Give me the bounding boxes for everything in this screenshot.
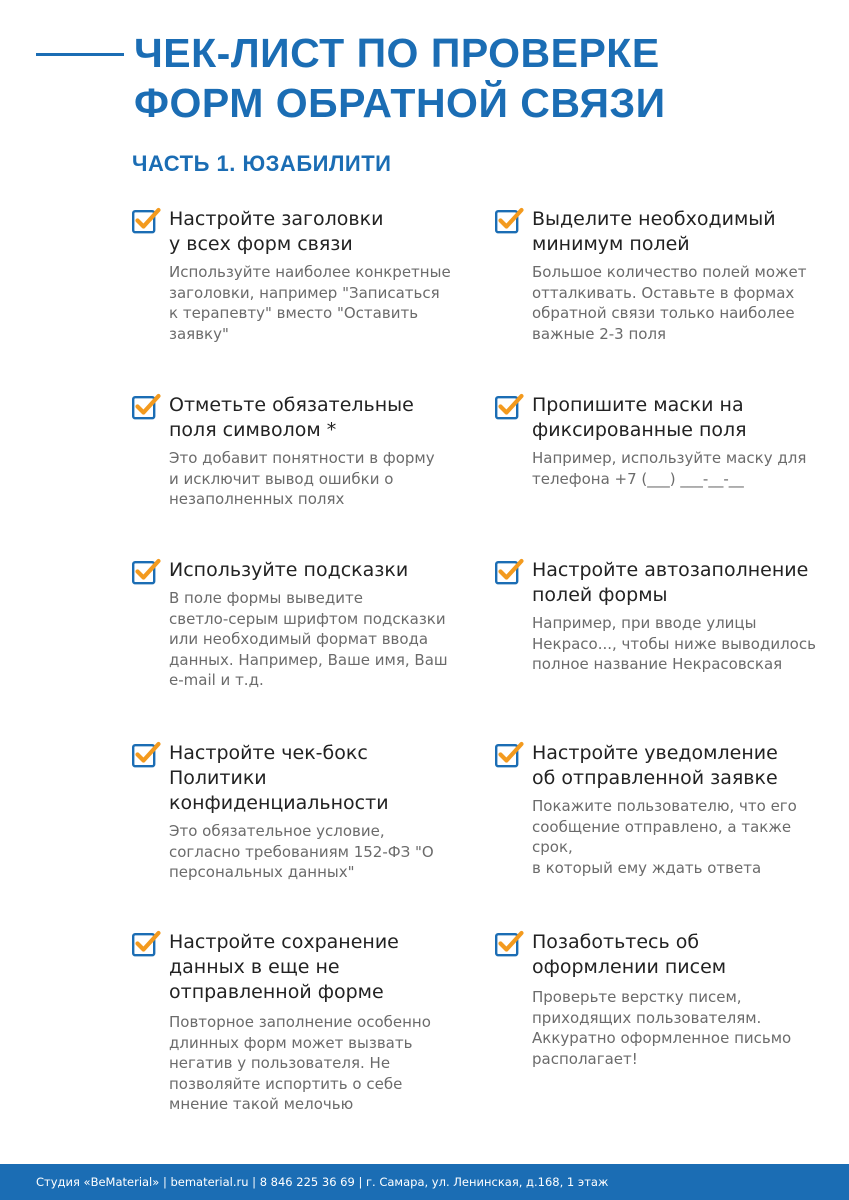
checked-checkbox-icon xyxy=(495,207,525,235)
item-description: Проверьте верстку писем, приходящих пользователям. Аккуратно оформленное письмо располагает! xyxy=(532,988,792,1068)
item-description: Например, при вводе улицы Некрасо..., чтобы ниже выводилось полное название Некрасовская xyxy=(532,614,816,674)
item-description: Это добавит понятности в форму и исключит вывод ошибки о незаполненных полях xyxy=(169,449,435,509)
checked-checkbox-icon xyxy=(132,930,162,958)
page-title-line-2: ФОРМ ОБРАТНОЙ СВЯЗИ xyxy=(134,80,666,126)
checked-checkbox-icon xyxy=(132,741,162,769)
title-accent-line xyxy=(36,53,124,56)
item-description: Это обязательное условие, согласно требованиям 152-ФЗ "О персональных данных" xyxy=(169,822,434,882)
item-heading: Настройте заголовки у всех форм связи xyxy=(169,208,384,255)
item-heading: Пропишите маски на фиксированные поля xyxy=(532,394,747,441)
item-description: Используйте наиболее конкретные заголовки, например "Записаться к терапевту" вместо "Оставить заявку" xyxy=(169,263,451,343)
item-heading: Выделите необходимый минимум полей xyxy=(532,208,776,255)
item-heading: Используйте подсказки xyxy=(169,559,409,581)
checked-checkbox-icon xyxy=(495,393,525,421)
item-heading: Настройте чек-бокс Политики конфиденциальности xyxy=(169,742,389,814)
footer-contact-info: Студия «BeMaterial» | bematerial.ru | 8 846 225 36 69 | г. Самара, ул. Ленинская, д.168, 1 этаж xyxy=(36,1175,609,1189)
item-heading: Отметьте обязательные поля символом * xyxy=(169,394,414,441)
checked-checkbox-icon xyxy=(132,207,162,235)
item-heading: Настройте автозаполнение полей формы xyxy=(532,559,809,606)
item-heading: Настройте сохранение данных в еще не отправленной форме xyxy=(169,931,399,1003)
checked-checkbox-icon xyxy=(495,558,525,586)
footer-bar xyxy=(0,1164,849,1200)
item-description: В поле формы выведите светло-серым шрифтом подсказки или необходимый формат ввода данных. Например, Ваше имя, Ваш e-mail и т.д. xyxy=(169,589,448,690)
item-heading: Позаботьтесь об оформлении писем xyxy=(532,931,727,978)
item-description: Например, используйте маску для телефона +7 (___) ___-__-__ xyxy=(532,449,807,488)
checked-checkbox-icon xyxy=(495,930,525,958)
item-heading: Настройте уведомление об отправленной заявке xyxy=(532,742,778,789)
checked-checkbox-icon xyxy=(132,393,162,421)
item-description: Большое количество полей может отталкивать. Оставьте в формах обратной связи только наиболее важные 2-3 поля xyxy=(532,263,807,343)
item-description: Повторное заполнение особенно длинных форм может вызвать негатив у пользователя. Не позволяйте испортить о себе мнение такой мелочью xyxy=(169,1013,431,1114)
checked-checkbox-icon xyxy=(132,558,162,586)
page-title-line-1: ЧЕК-ЛИСТ ПО ПРОВЕРКЕ xyxy=(134,30,660,76)
page-title xyxy=(134,28,666,128)
checked-checkbox-icon xyxy=(495,741,525,769)
section-subtitle: ЧАСТЬ 1. ЮЗАБИЛИТИ xyxy=(132,151,392,176)
item-description: Покажите пользователю, что его сообщение отправлено, а также срок, в который ему ждать ответа xyxy=(532,797,797,877)
